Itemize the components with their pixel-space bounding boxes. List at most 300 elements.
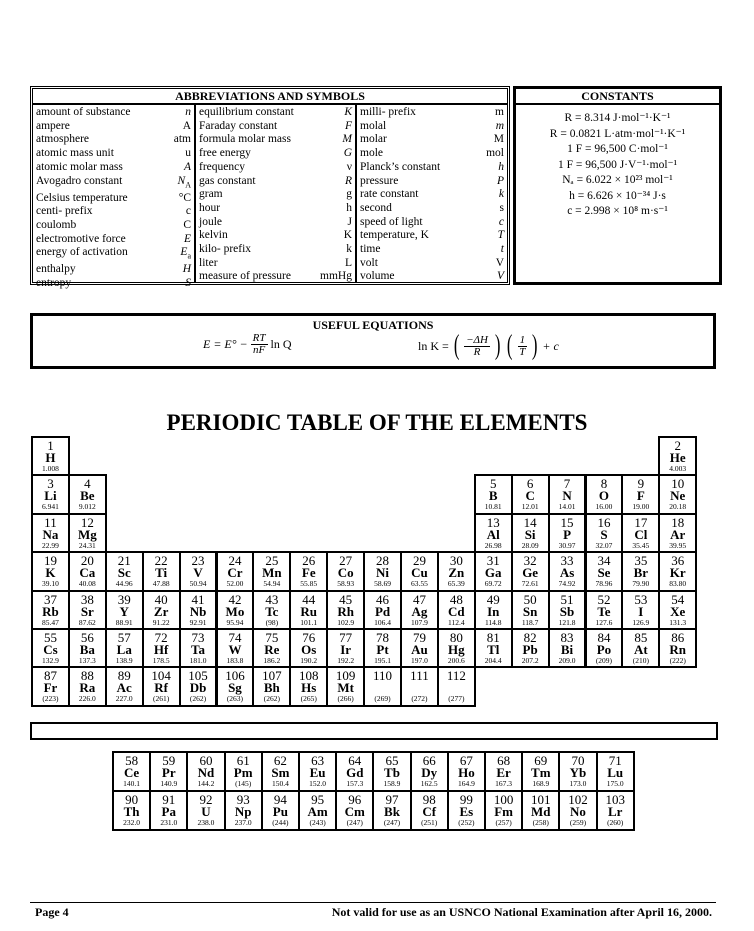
- atomic-mass: 102.9: [337, 617, 355, 627]
- atomic-number: 18: [671, 514, 685, 530]
- atomic-number: 94: [273, 792, 287, 807]
- atomic-number: 21: [117, 553, 131, 569]
- atomic-mass: 138.9: [115, 656, 133, 665]
- abbreviation-symbol: [494, 133, 504, 147]
- atomic-number: 106: [225, 668, 245, 684]
- abbreviation-symbol: [497, 270, 504, 284]
- abbreviation-symbol-text: A: [183, 160, 191, 173]
- atomic-number: 101: [531, 792, 551, 807]
- atomic-number: 33: [560, 553, 574, 569]
- atomic-number: 78: [376, 630, 390, 645]
- abbreviation-symbol: [184, 233, 191, 247]
- element-cell-Hs: [289, 666, 328, 706]
- atomic-number: 56: [80, 630, 94, 645]
- element-cell-Mo: [216, 590, 255, 630]
- atomic-number: 108: [298, 668, 319, 684]
- abbreviation-symbol: [498, 161, 504, 175]
- atomic-number: 59: [162, 753, 176, 768]
- abbreviation-label: joule: [199, 215, 222, 228]
- atomic-number: 51: [560, 591, 574, 607]
- atomic-mass: 114.8: [484, 617, 502, 627]
- element-cell-Cu: [400, 551, 439, 591]
- element-symbol: Fm: [494, 804, 513, 819]
- constant-item: Nₐ = 6.022 × 10²³ mol⁻¹: [562, 174, 673, 186]
- abbreviation-symbol: [345, 257, 352, 271]
- abbreviation-row: [360, 147, 504, 161]
- element-cell-Db: [179, 666, 218, 706]
- element-symbol: Rh: [337, 603, 354, 619]
- element-symbol: K: [45, 565, 56, 581]
- element-cell-No: [558, 790, 597, 831]
- atomic-number: 102: [568, 792, 588, 807]
- element-cell-Au: [400, 628, 439, 668]
- abbreviation-symbol: [185, 277, 191, 291]
- atomic-number: 40: [154, 591, 168, 607]
- element-cell-Fr: [31, 666, 70, 706]
- abbreviation-label: hour: [199, 201, 221, 214]
- element-symbol: Al: [486, 526, 500, 542]
- atomic-number: 103: [605, 792, 625, 807]
- atomic-number: 31: [486, 553, 500, 569]
- element-cell-Am: [298, 790, 337, 831]
- element-symbol: Hs: [301, 680, 317, 696]
- element-symbol: Th: [123, 804, 140, 819]
- abbreviation-row: [36, 246, 191, 263]
- element-symbol: Ta: [191, 642, 206, 657]
- page-number: Page 4: [35, 905, 69, 919]
- element-symbol: Be: [80, 488, 95, 504]
- atomic-mass: 131.3: [669, 617, 687, 627]
- constant-item: 1 F = 96,500 C·mol⁻¹: [567, 143, 668, 155]
- element-symbol: Pb: [522, 642, 538, 657]
- atomic-number: 14: [523, 514, 537, 530]
- element-cell-Pd: [363, 590, 402, 630]
- abbreviation-row: [36, 133, 191, 147]
- abbreviation-row: [199, 147, 352, 161]
- abbreviation-label: speed of light: [360, 215, 423, 228]
- atomic-number: 47: [412, 591, 426, 607]
- abbreviation-symbol-text: M: [493, 133, 504, 146]
- abbreviation-symbol: [185, 106, 191, 120]
- atomic-mass: 9.012: [78, 502, 96, 512]
- abbreviation-symbol-text: c: [185, 205, 191, 218]
- element-symbol: Ni: [376, 565, 390, 581]
- atomic-mass: 227.0: [115, 694, 133, 704]
- abbreviation-symbol-text: E: [183, 232, 191, 245]
- abbreviation-label: kilo- prefix: [199, 243, 252, 256]
- atomic-number: 81: [486, 630, 500, 645]
- atomic-number: 85: [634, 630, 648, 645]
- element-symbol: Fr: [43, 680, 58, 696]
- element-symbol: Dy: [421, 765, 438, 780]
- atomic-number: 32: [523, 553, 537, 569]
- abbreviation-label: second: [360, 201, 392, 214]
- element-cell-F: [621, 474, 660, 514]
- element-cell-P: [548, 513, 587, 553]
- element-cell-Li: [31, 474, 70, 514]
- atomic-number: 76: [302, 630, 316, 645]
- atomic-mass: 183.8: [226, 656, 244, 665]
- abbreviation-label: temperature, K: [360, 229, 429, 242]
- atomic-number: 99: [459, 792, 473, 807]
- abbreviation-symbol-text: m: [495, 119, 504, 132]
- element-symbol: In: [487, 603, 500, 619]
- atomic-number: 4: [84, 476, 91, 492]
- atomic-number: 3: [47, 476, 54, 492]
- atomic-number: 41: [191, 591, 205, 607]
- abbreviation-symbol: [345, 120, 352, 134]
- atomic-mass: 190.2: [300, 656, 318, 665]
- abbreviation-row: [199, 161, 352, 175]
- element-cell-Sb: [548, 590, 587, 630]
- abbreviation-symbol-subscript: a: [187, 251, 191, 261]
- atomic-mass: 197.0: [411, 656, 428, 665]
- element-cell-Ti: [142, 551, 181, 591]
- atomic-mass: 107.9: [411, 617, 428, 627]
- atomic-mass: 162.5: [420, 779, 438, 788]
- element-symbol: Mg: [77, 526, 97, 542]
- element-cell-Lr: [596, 790, 635, 831]
- element-symbol: N: [562, 488, 572, 504]
- atomic-mass: 4.003: [669, 464, 687, 473]
- atomic-number: 28: [376, 553, 390, 569]
- element-symbol: Mn: [262, 565, 282, 581]
- element-cell-Te: [585, 590, 624, 630]
- atomic-mass: 137.3: [78, 656, 96, 665]
- abbreviations-box: [30, 86, 510, 290]
- atomic-number: 6: [526, 476, 534, 492]
- element-symbol: Ar: [670, 526, 686, 542]
- element-cell-Kr: [658, 551, 697, 591]
- atomic-number: 73: [191, 630, 205, 645]
- atomic-mass: (98): [265, 617, 279, 627]
- atomic-mass: 88.91: [115, 617, 133, 627]
- atomic-mass: 112.4: [448, 617, 465, 627]
- atomic-mass: 39.95: [669, 540, 687, 550]
- nernst-denominator: nF: [252, 344, 266, 356]
- nernst-lhs: E = E° −: [203, 337, 248, 351]
- abbreviation-symbol: [178, 175, 191, 192]
- atomic-number: 92: [199, 792, 213, 807]
- atomic-mass: (260): [607, 818, 624, 827]
- element-symbol: Yb: [569, 765, 587, 780]
- element-cell-Lu: [596, 751, 635, 792]
- abbreviation-label: enthalpy: [36, 263, 76, 276]
- abbreviation-row: [199, 120, 352, 134]
- element-cell-Ar: [658, 513, 697, 553]
- element-symbol: Ga: [484, 565, 502, 581]
- abbreviation-symbol: [180, 246, 191, 263]
- atomic-number: 7: [563, 476, 571, 492]
- element-cell-Ru: [289, 590, 328, 630]
- atomic-number: 86: [671, 630, 685, 645]
- element-cell-110: [363, 666, 402, 706]
- atomic-mass: (252): [458, 818, 475, 827]
- element-cell-Er: [484, 751, 523, 792]
- atomic-mass: 65.39: [447, 579, 465, 589]
- element-symbol: V: [193, 565, 203, 581]
- atomic-mass: 74.92: [558, 579, 576, 589]
- vanthoff-fraction-2: [518, 335, 528, 358]
- atomic-number: 11: [44, 514, 57, 530]
- abbreviation-label: liter: [199, 256, 218, 269]
- atomic-mass: 32.07: [595, 540, 613, 550]
- atomic-mass: 39.10: [42, 579, 59, 589]
- abbreviation-symbol: [486, 147, 504, 161]
- abbreviation-label: rate constant: [360, 188, 419, 201]
- atomic-mass: 20.18: [669, 502, 687, 512]
- nernst-tail: ln Q: [270, 337, 292, 351]
- atomic-mass: 232.0: [123, 818, 141, 827]
- abbreviation-symbol-text: V: [495, 256, 504, 269]
- element-symbol: Np: [234, 804, 252, 819]
- atomic-number: 75: [265, 630, 279, 645]
- atomic-mass: 132.9: [42, 656, 59, 665]
- abbreviation-row: [360, 202, 504, 216]
- atomic-mass: 144.2: [197, 779, 215, 788]
- atomic-mass: 237.0: [234, 818, 252, 827]
- atomic-mass: 95.94: [226, 617, 244, 627]
- atomic-number: 30: [449, 553, 463, 569]
- abbreviation-symbol-text: mmHg: [320, 270, 352, 283]
- abbreviation-row: [36, 205, 191, 219]
- element-symbol: Bh: [263, 680, 280, 696]
- element-cell-Re: [252, 628, 291, 668]
- atomic-mass: 1.008: [42, 464, 59, 473]
- abbreviation-symbol: [184, 161, 191, 175]
- element-cell-Cf: [410, 790, 449, 831]
- element-symbol: Y: [119, 603, 129, 619]
- abbreviation-row: [199, 216, 352, 230]
- element-cell-C: [511, 474, 550, 514]
- abbreviation-row: [360, 257, 504, 271]
- element-cell-B: [474, 474, 513, 514]
- atomic-mass: (223): [42, 694, 59, 704]
- atomic-number: 16: [597, 514, 611, 530]
- abbreviation-label: ampere: [36, 119, 70, 132]
- atomic-mass: 175.0: [606, 779, 624, 788]
- element-cell-111: [400, 666, 439, 706]
- atomic-number: 22: [154, 553, 168, 569]
- atomic-mass: 186.2: [263, 656, 281, 665]
- abbreviation-row: [199, 175, 352, 189]
- element-cell-He: [658, 436, 697, 476]
- atomic-number: 12: [80, 514, 94, 530]
- abbreviation-symbol-text: K: [344, 106, 352, 118]
- atomic-number: 24: [228, 553, 242, 569]
- abbreviation-symbol: [497, 175, 504, 189]
- element-symbol: Sc: [117, 565, 131, 581]
- atomic-number: 109: [335, 668, 356, 684]
- abbreviation-symbol-subscript: A: [185, 179, 191, 189]
- atomic-number: 89: [117, 668, 131, 684]
- element-cell-K: [31, 551, 70, 591]
- atomic-number: 38: [80, 591, 94, 607]
- element-cell-N: [548, 474, 587, 514]
- atomic-number: 44: [302, 591, 316, 607]
- element-cell-Co: [326, 551, 365, 591]
- abbreviation-row: [36, 219, 191, 233]
- atomic-number: 60: [199, 753, 213, 768]
- element-cell-Al: [474, 513, 513, 553]
- abbreviation-symbol-text: K: [343, 229, 352, 242]
- element-symbol: Si: [524, 526, 536, 542]
- element-symbol: Eu: [309, 765, 326, 780]
- element-symbol: No: [570, 804, 586, 819]
- abbreviation-row: [36, 277, 191, 291]
- element-symbol: Ge: [522, 565, 539, 581]
- element-cell-Ne: [658, 474, 697, 514]
- element-cell-W: [216, 628, 255, 668]
- abbreviation-symbol: [174, 133, 191, 147]
- atomic-number: 25: [265, 553, 279, 569]
- atomic-number: 49: [486, 591, 500, 607]
- element-symbol: W: [228, 642, 242, 657]
- abbreviation-row: [360, 120, 504, 134]
- element-cell-Mt: [326, 666, 365, 706]
- element-symbol: Fe: [301, 565, 316, 581]
- vanthoff-tail: + c: [542, 338, 559, 353]
- element-symbol: Hg: [448, 642, 465, 657]
- element-cell-Pt: [363, 628, 402, 668]
- abbreviation-symbol-text: J: [347, 215, 352, 228]
- element-cell-Cm: [335, 790, 374, 831]
- element-symbol: Pt: [376, 642, 389, 657]
- element-symbol: Ti: [155, 565, 168, 581]
- element-symbol: F: [636, 488, 645, 504]
- element-cell-I: [621, 590, 660, 630]
- element-symbol: Pa: [161, 804, 176, 819]
- element-cell-Cl: [621, 513, 660, 553]
- atomic-number: 37: [43, 591, 57, 607]
- atomic-mass: 92.91: [189, 617, 207, 627]
- atomic-number: 9: [637, 476, 645, 492]
- abbreviation-symbol-text: n: [185, 106, 191, 118]
- vanthoff-fraction-1: [464, 335, 490, 358]
- atomic-number: 77: [339, 630, 353, 645]
- element-cell-Yb: [558, 751, 597, 792]
- element-symbol: B: [488, 488, 498, 504]
- atomic-mass: 12.01: [521, 502, 539, 512]
- element-symbol: Ce: [124, 765, 140, 780]
- abbreviation-label: pressure: [360, 174, 399, 187]
- element-symbol: As: [559, 565, 575, 581]
- element-cell-Ni: [363, 551, 402, 591]
- element-cell-Sr: [68, 590, 107, 630]
- abbreviation-label: kelvin: [199, 229, 228, 242]
- atomic-number: 69: [534, 753, 548, 768]
- abbreviation-symbol-text: h: [346, 201, 352, 214]
- abbreviation-label: volt: [360, 256, 378, 269]
- abbreviation-symbol: [344, 106, 352, 120]
- constants-box: [513, 86, 722, 285]
- element-cell-Ba: [68, 628, 107, 668]
- element-symbol: Sr: [80, 603, 94, 619]
- abbreviation-symbol: [183, 120, 191, 134]
- atomic-number: 43: [265, 591, 279, 607]
- atomic-number: 67: [459, 753, 473, 768]
- vanthoff-numerator-2: 1: [519, 333, 526, 346]
- abbreviation-symbol: [346, 243, 352, 257]
- atomic-number: 46: [376, 591, 390, 607]
- element-symbol: Cl: [634, 526, 648, 542]
- element-cell-Pb: [511, 628, 550, 668]
- abbreviation-symbol: [342, 133, 352, 147]
- element-cell-U: [186, 790, 225, 831]
- element-cell-Tc: [252, 590, 291, 630]
- atomic-mass: 58.93: [337, 579, 355, 589]
- element-symbol: Ba: [79, 642, 95, 657]
- element-cell-Es: [447, 790, 486, 831]
- atomic-mass: (262): [189, 694, 207, 704]
- abbreviation-label: volume: [360, 270, 395, 283]
- atomic-mass: (145): [235, 779, 252, 788]
- element-cell-Xe: [658, 590, 697, 630]
- atomic-mass: 127.6: [595, 617, 613, 627]
- constant-item: 1 F = 96,500 J·V⁻¹·mol⁻¹: [557, 158, 678, 171]
- atomic-number: 5: [489, 476, 497, 492]
- atomic-mass: 204.4: [484, 656, 502, 665]
- atomic-number: 87: [43, 668, 57, 684]
- abbreviation-symbol: [320, 270, 352, 284]
- atomic-number: 39: [117, 591, 131, 607]
- element-symbol: S: [600, 526, 608, 542]
- atomic-number: 82: [523, 630, 537, 645]
- atomic-number: 72: [154, 630, 168, 645]
- abbreviation-symbol-text: c: [498, 215, 504, 228]
- abbreviation-symbol-text: G: [343, 147, 352, 160]
- element-symbol: [439, 682, 474, 694]
- abbreviation-label: mole: [360, 147, 383, 160]
- element-cell-Se: [585, 551, 624, 591]
- element-cell-Zr: [142, 590, 181, 630]
- abbreviation-label: measure of pressure: [199, 270, 291, 283]
- abbreviation-symbol: [344, 147, 352, 161]
- element-symbol: U: [201, 804, 211, 819]
- element-symbol: Sg: [228, 680, 242, 696]
- element-symbol: Na: [42, 526, 59, 542]
- element-symbol: O: [598, 488, 609, 504]
- atomic-number: 52: [597, 591, 611, 607]
- abbreviation-label: Faraday constant: [199, 119, 278, 132]
- element-symbol: Zn: [448, 565, 465, 581]
- abbreviation-label: equilibrium constant: [199, 106, 294, 118]
- atomic-mass: 181.0: [189, 656, 207, 665]
- abbreviation-label: free energy: [199, 147, 251, 160]
- element-symbol: Ne: [670, 488, 686, 504]
- abbreviation-symbol: [179, 192, 191, 206]
- abbreviation-symbol-text: s: [499, 201, 504, 214]
- element-symbol: Se: [597, 565, 611, 581]
- vanthoff-numerator-1: −ΔH: [466, 333, 488, 346]
- abbreviation-symbol: [500, 202, 504, 216]
- atomic-number: 98: [422, 792, 436, 807]
- element-symbol: Mo: [225, 603, 245, 619]
- equations-title: USEFUL EQUATIONS: [312, 318, 434, 332]
- atomic-mass: 54.94: [263, 579, 281, 589]
- element-symbol: Cf: [422, 804, 437, 819]
- atomic-mass: 150.4: [271, 779, 289, 788]
- element-cell-Zn: [437, 551, 476, 591]
- atomic-mass: 209.0: [558, 656, 576, 665]
- element-cell-Ho: [447, 751, 486, 792]
- element-symbol: Ru: [300, 603, 318, 619]
- atomic-mass: 207.2: [521, 656, 539, 665]
- atomic-number: 104: [151, 668, 171, 684]
- atomic-mass: (263): [226, 694, 244, 704]
- atomic-number: 45: [339, 591, 353, 607]
- atomic-mass: 91.22: [152, 617, 170, 627]
